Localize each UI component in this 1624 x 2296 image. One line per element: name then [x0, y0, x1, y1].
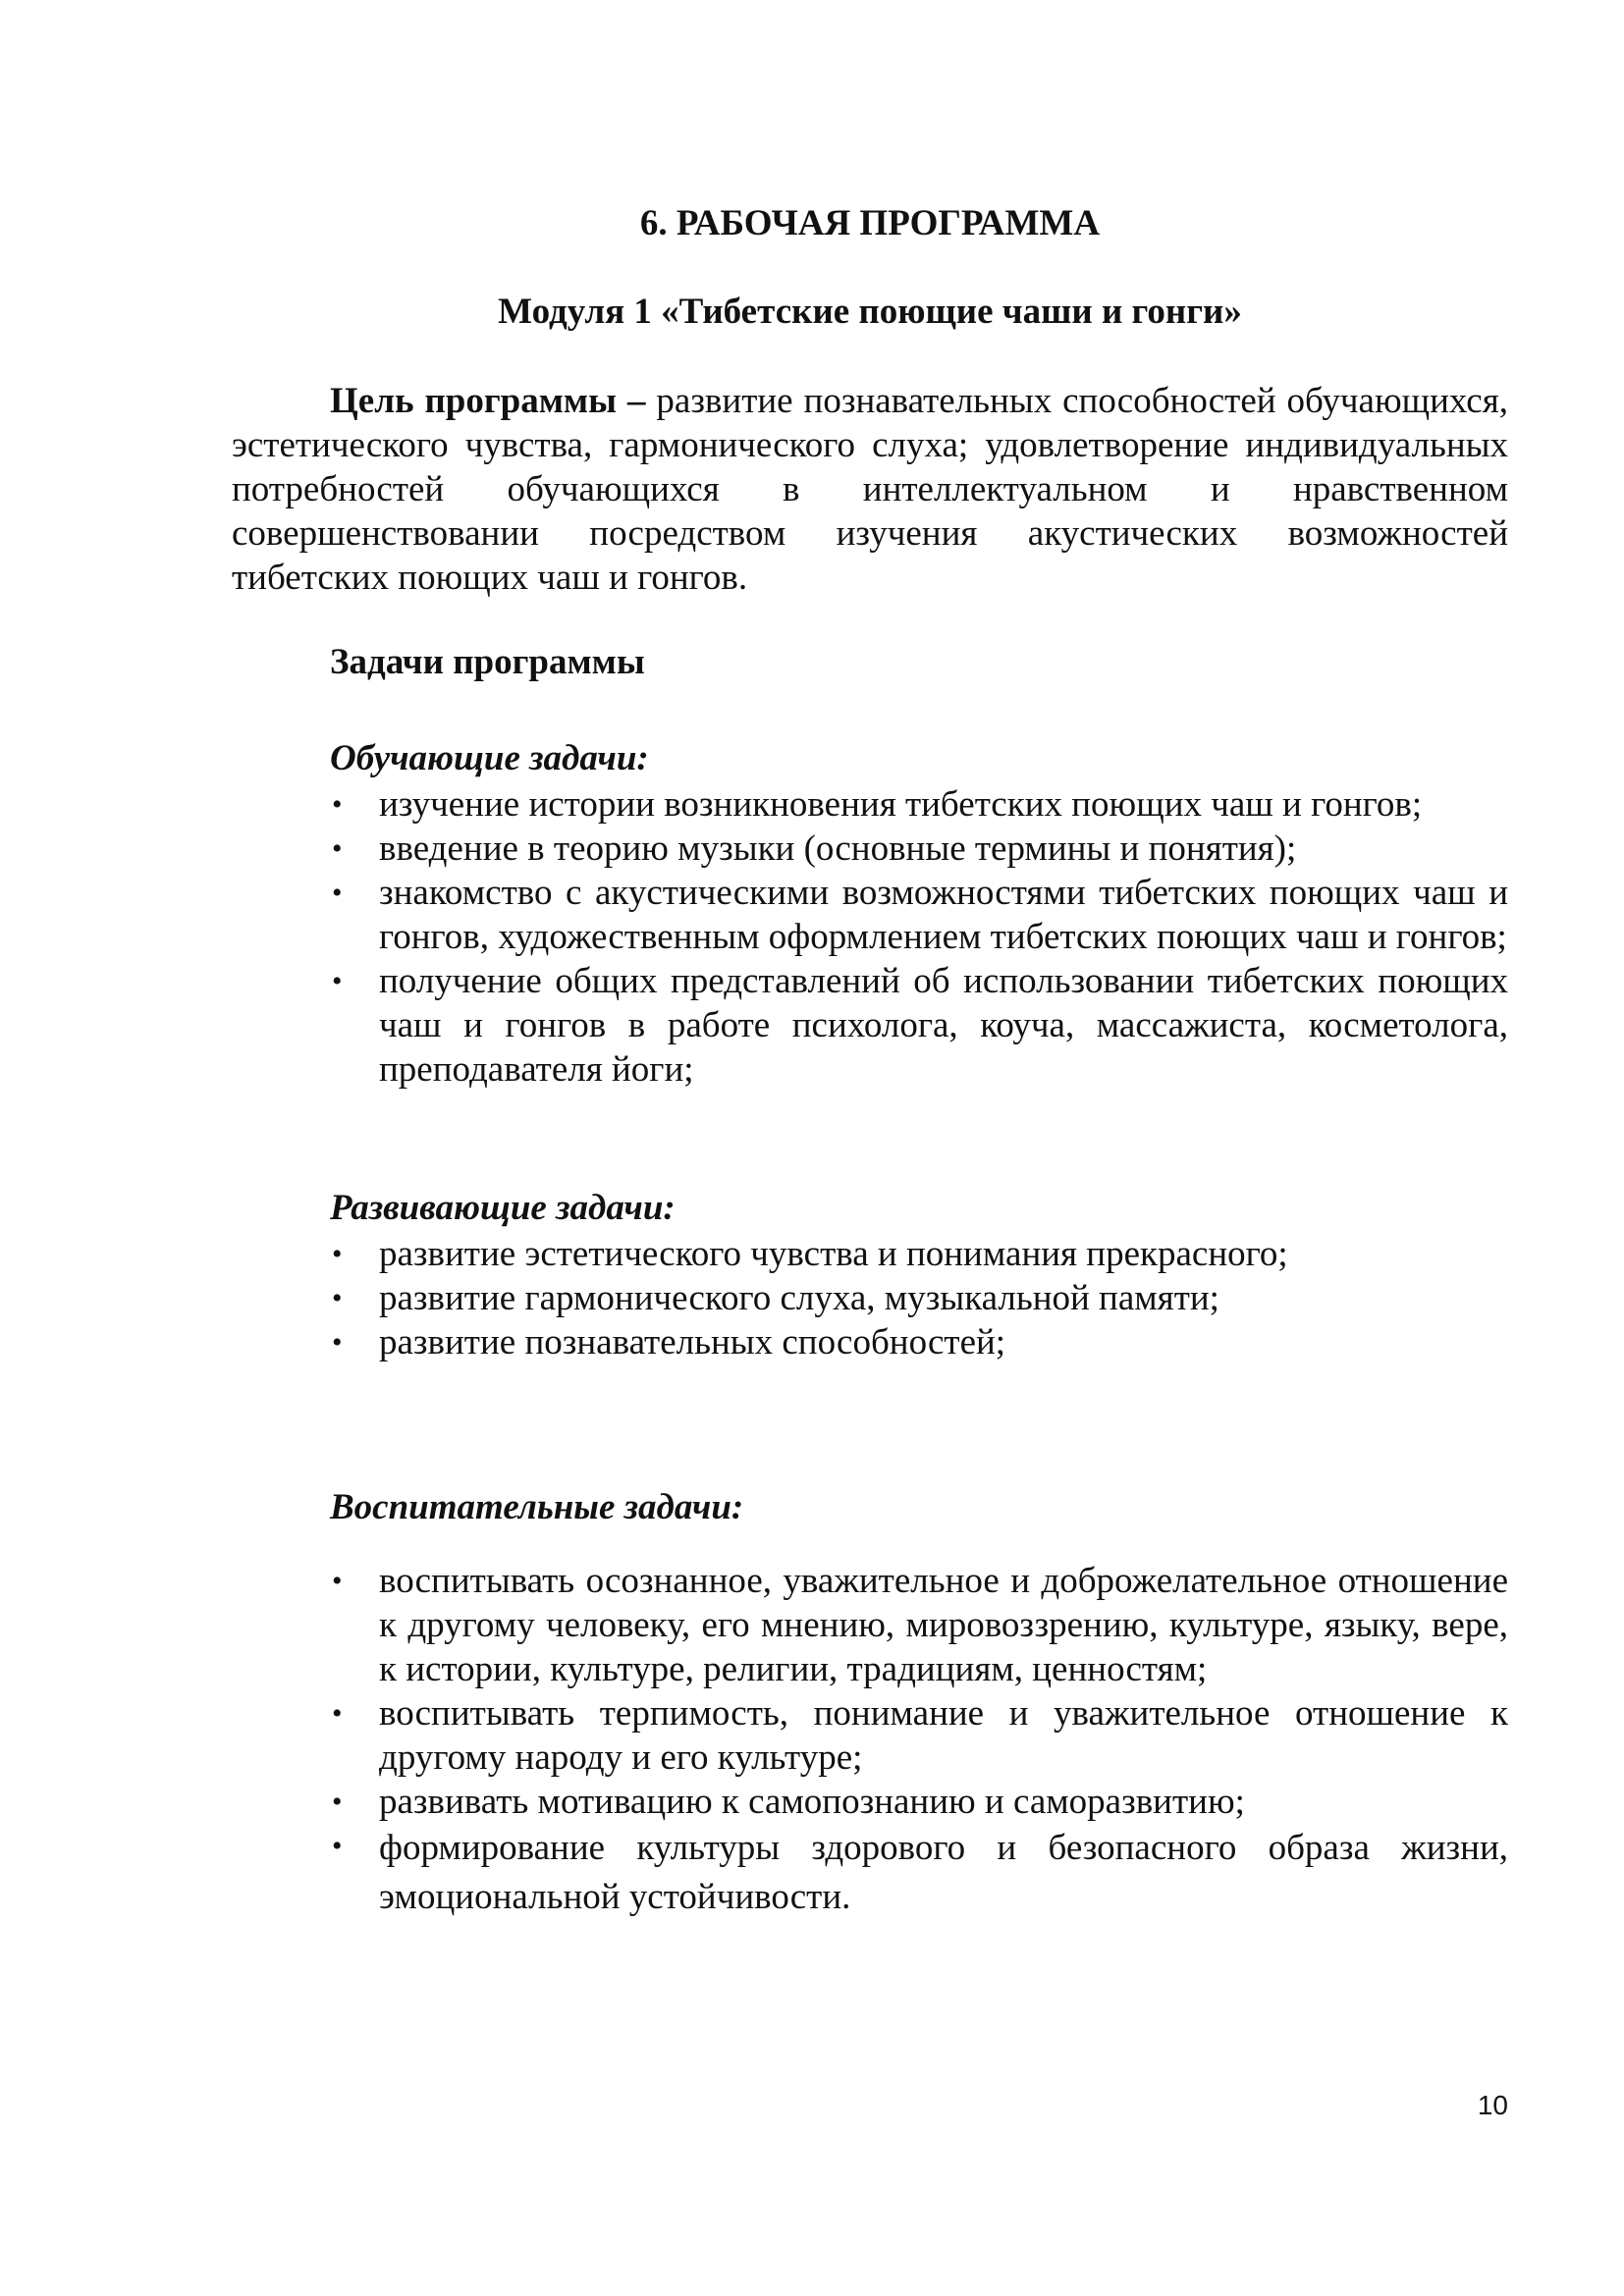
page-number: 10 [1477, 2090, 1508, 2120]
list-item-text: развитие познавательных способностей; [379, 1322, 1006, 1362]
list-item-text: получение общих представлений об использовании тибетских поющих чаш и гонгов в работе психолога, коуча, массажиста, косметолога, преподавателя йоги; [379, 961, 1508, 1090]
bullet-icon: • [332, 965, 343, 997]
list-item-text: развивать мотивацию к самопознанию и саморазвитию; [379, 1782, 1245, 1822]
bullet-icon: • [332, 1786, 343, 1818]
developing-tasks-heading: Развивающие задачи: [330, 1188, 676, 1228]
list-item [330, 1691, 1508, 1780]
list-item-text: воспитывать терпимость, понимание и уважительное отношение к другому народу и его культуре; [379, 1693, 1508, 1778]
list-item-text: развитие эстетического чувства и понимания прекрасного; [379, 1234, 1288, 1274]
list-item-text: формирование культуры здорового и безопасного образа жизни, эмоциональной устойчивости. [379, 1828, 1508, 1917]
bullet-icon: • [332, 1697, 343, 1730]
list-item [330, 782, 1508, 827]
section-title: 6. РАБОЧАЯ ПРОГРАММА [639, 203, 1101, 243]
list-item [330, 1232, 1508, 1276]
goal-label: Цель программы – [330, 381, 646, 421]
bullet-icon: • [332, 1238, 343, 1270]
goal-paragraph [232, 379, 1508, 600]
list-item-text: знакомство с акустическими возможностями тибетских поющих чаш и гонгов, художественным оформлением тибетских поющих чаш и гонгов; [379, 873, 1508, 957]
list-item-text: введение в теорию музыки (основные термины и понятия); [379, 828, 1297, 869]
bullet-icon: • [332, 832, 343, 865]
educational-tasks-heading: Воспитательные задачи: [330, 1487, 744, 1527]
module-title: Модуля 1 «Тибетские поющие чаши и гонги» [498, 292, 1242, 332]
list-item [330, 1320, 1508, 1364]
teaching-tasks-heading: Обучающие задачи: [330, 738, 649, 778]
list-item [330, 1824, 1508, 1922]
list-item-text: воспитывать осознанное, уважительное и доброжелательное отношение к другому человеку, его мнению, мировоззрению, культуре, языку, вере, к истории, культуре, религии, традициям, ценностям; [379, 1561, 1508, 1689]
developing-tasks-list [330, 1232, 1508, 1364]
bullet-icon: • [332, 1565, 343, 1597]
list-item [330, 1559, 1508, 1691]
list-item [330, 1780, 1508, 1824]
educational-tasks-list [330, 1559, 1508, 1922]
goal-text: развитие познавательных способностей обучающихся, эстетического чувства, гармонического слуха; удовлетворение индивидуальных потребностей обучающихся в интеллектуальном и нравственном совершенствовании посредством изучения акустических возможностей тибетских поющих чаш и гонгов. [232, 381, 1508, 598]
list-item [330, 871, 1508, 959]
bullet-icon: • [332, 1282, 343, 1314]
bullet-icon: • [332, 877, 343, 909]
list-item [330, 959, 1508, 1092]
list-item [330, 827, 1508, 871]
bullet-icon: • [332, 1326, 343, 1359]
bullet-icon: • [332, 1830, 343, 1862]
list-item [330, 1276, 1508, 1320]
teaching-tasks-list [330, 782, 1508, 1092]
tasks-heading: Задачи программы [330, 642, 645, 682]
bullet-icon: • [332, 788, 343, 821]
list-item-text: развитие гармонического слуха, музыкальной памяти; [379, 1278, 1219, 1318]
list-item-text: изучение истории возникновения тибетских поющих чаш и гонгов; [379, 784, 1423, 825]
